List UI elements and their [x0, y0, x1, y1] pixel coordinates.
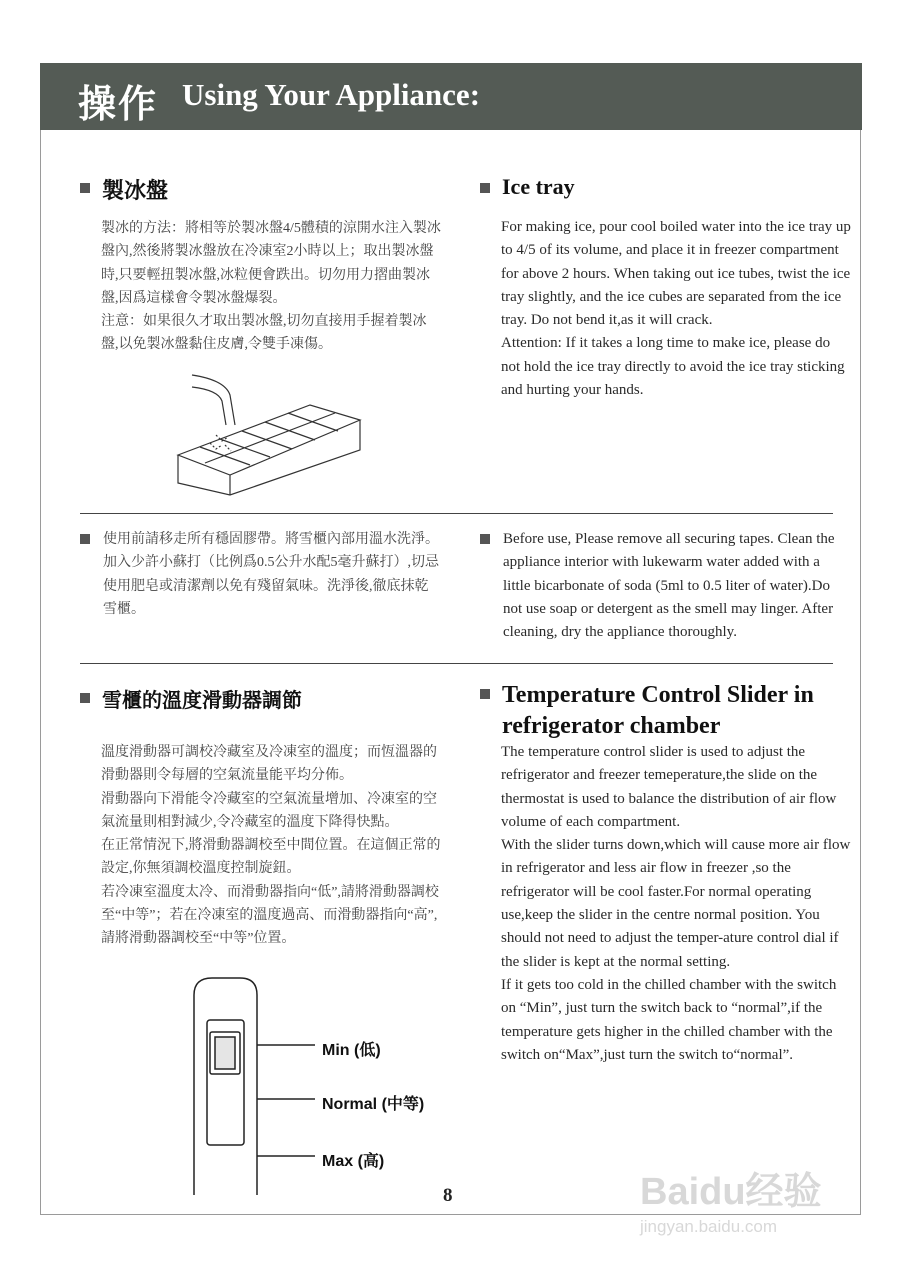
paragraph: 溫度滑動器可調校冷藏室及冷凍室的溫度；而恆溫器的滑動器則令每層的空氣流量能平均分佈。: [101, 745, 437, 784]
paragraph: Attention: If it takes a long time to make ice, please do not hold the ice tray directly to avoid the ice tray sticking and hurting your hands.: [501, 335, 845, 399]
slider-label-min: Min (低): [322, 1042, 381, 1059]
watermark: [640, 1160, 822, 1237]
bullet-icon: [480, 689, 490, 699]
paragraph: 使用前請移走所有穩固膠帶。將雪櫃內部用溫水洗淨。加入少許小蘇打（比例爲0.5公升水配5毫升蘇打）,切忌使用肥皂或清潔劑以免有殘留氣味。洗淨後,徹底抹乾雪櫃。: [103, 532, 439, 617]
page-header: [40, 63, 862, 130]
ice-tray-body-zh: [101, 217, 441, 357]
slider-body-zh: [101, 741, 441, 951]
section-divider: [80, 513, 833, 514]
bullet-icon: [80, 693, 90, 703]
heading-text: Ice tray: [502, 174, 575, 199]
paragraph: 在正常情況下,將滑動器調校至中間位置。在這個正常的設定,你無須調校溫度控制旋鈕。: [101, 838, 441, 877]
cleaning-zh: [80, 528, 440, 621]
bullet-icon: [80, 183, 90, 193]
paragraph: 注意：如果很久才取出製冰盤,切勿直接用手握着製冰盤,以免製冰盤黏住皮膚,令雙手凍傷。: [101, 314, 427, 353]
slider-body-en: [501, 741, 851, 1067]
heading-text: 雪櫃的溫度滑動器調節: [102, 690, 302, 712]
slider-heading-zh: [80, 684, 302, 713]
slider-label-normal: Normal (中等): [322, 1096, 425, 1113]
bullet-icon: [80, 534, 90, 544]
cleaning-en: [480, 528, 850, 644]
paragraph: Before use, Please remove all securing tapes. Clean the appliance interior with lukewarm water added with a little bicarbonate of soda (5ml to 0.5 liter of water).Do not use soap or detergent as the smell may linger. After cleaning, dry the appliance thoroughly.: [503, 531, 835, 641]
ice-tray-illustration: [170, 365, 370, 500]
ice-tray-heading-en: [480, 174, 575, 200]
paragraph: If it gets too cold in the chilled chamber with the switch on “Min”, just turn the switch back to “normal”,if the temperature gets higher in the chilled chamber with the switch on“Max”,just turn the switch to“normal”.: [501, 976, 837, 1063]
page-number: 8: [443, 1185, 453, 1206]
slider-label-max: Max (高): [322, 1153, 385, 1170]
header-title-zh: 操作: [78, 84, 159, 126]
paragraph: With the slider turns down,which will cause more air flow in refrigerator and less air flow in freezer ,so the refrigerator will be cool faster.For normal operating use,keep the slider in the centre normal position. You should not need to adjust the temper-ature control dial if the slider is kept at the normal setting.: [501, 837, 851, 970]
bullet-icon: [480, 183, 490, 193]
paragraph: 製冰的方法：將相等於製冰盤4/5體積的涼開水注入製冰盤內,然後將製冰盤放在冷凍室2小時以上；取出製冰盤時,只要輕扭製冰盤,冰粒便會跌出。切勿用力摺曲製冰盤,因爲這樣會令製冰盤爆裂。: [101, 221, 441, 306]
heading-text: Temperature Control Slider in refrigerator chamber: [502, 682, 814, 739]
slider-illustration: [190, 975, 320, 1200]
bullet-icon: [480, 534, 490, 544]
paragraph: The temperature control slider is used to adjust the refrigerator and freezer temeperature,the slide on the thermostat is used to balance the distribution of air flow volume of each compartment.: [501, 744, 837, 830]
section-divider: [80, 663, 833, 664]
paragraph: 若冷凍室溫度太冷、而滑動器指向“低”,請將滑動器調校至“中等”；若在冷凍室的溫度過高、而滑動器指向“高”,請將滑動器調校至“中等”位置。: [101, 884, 439, 947]
slider-heading-en: [480, 680, 850, 742]
ice-tray-body-en: [501, 216, 851, 402]
paragraph: For making ice, pour cool boiled water into the ice tray up to 4/5 of its volume, and place it in freezer compartment for above 2 hours. When taking out ice tubes, twist the ice tray slightly, and the ice cubes are separated from the ice tray. Do not bend it,as it will crack.: [501, 219, 851, 329]
ice-tray-heading-zh: [80, 174, 168, 205]
paragraph: 滑動器向下滑能令冷藏室的空氣流量增加、冷凍室的空氣流量則相對減少,令冷藏室的溫度下降得快點。: [101, 791, 437, 830]
header-title-en: Using Your Appliance:: [182, 77, 481, 112]
watermark-brand: Baidu经验: [640, 1171, 822, 1213]
watermark-url: jingyan.baidu.com: [640, 1217, 778, 1236]
heading-text: 製冰盤: [102, 178, 169, 203]
